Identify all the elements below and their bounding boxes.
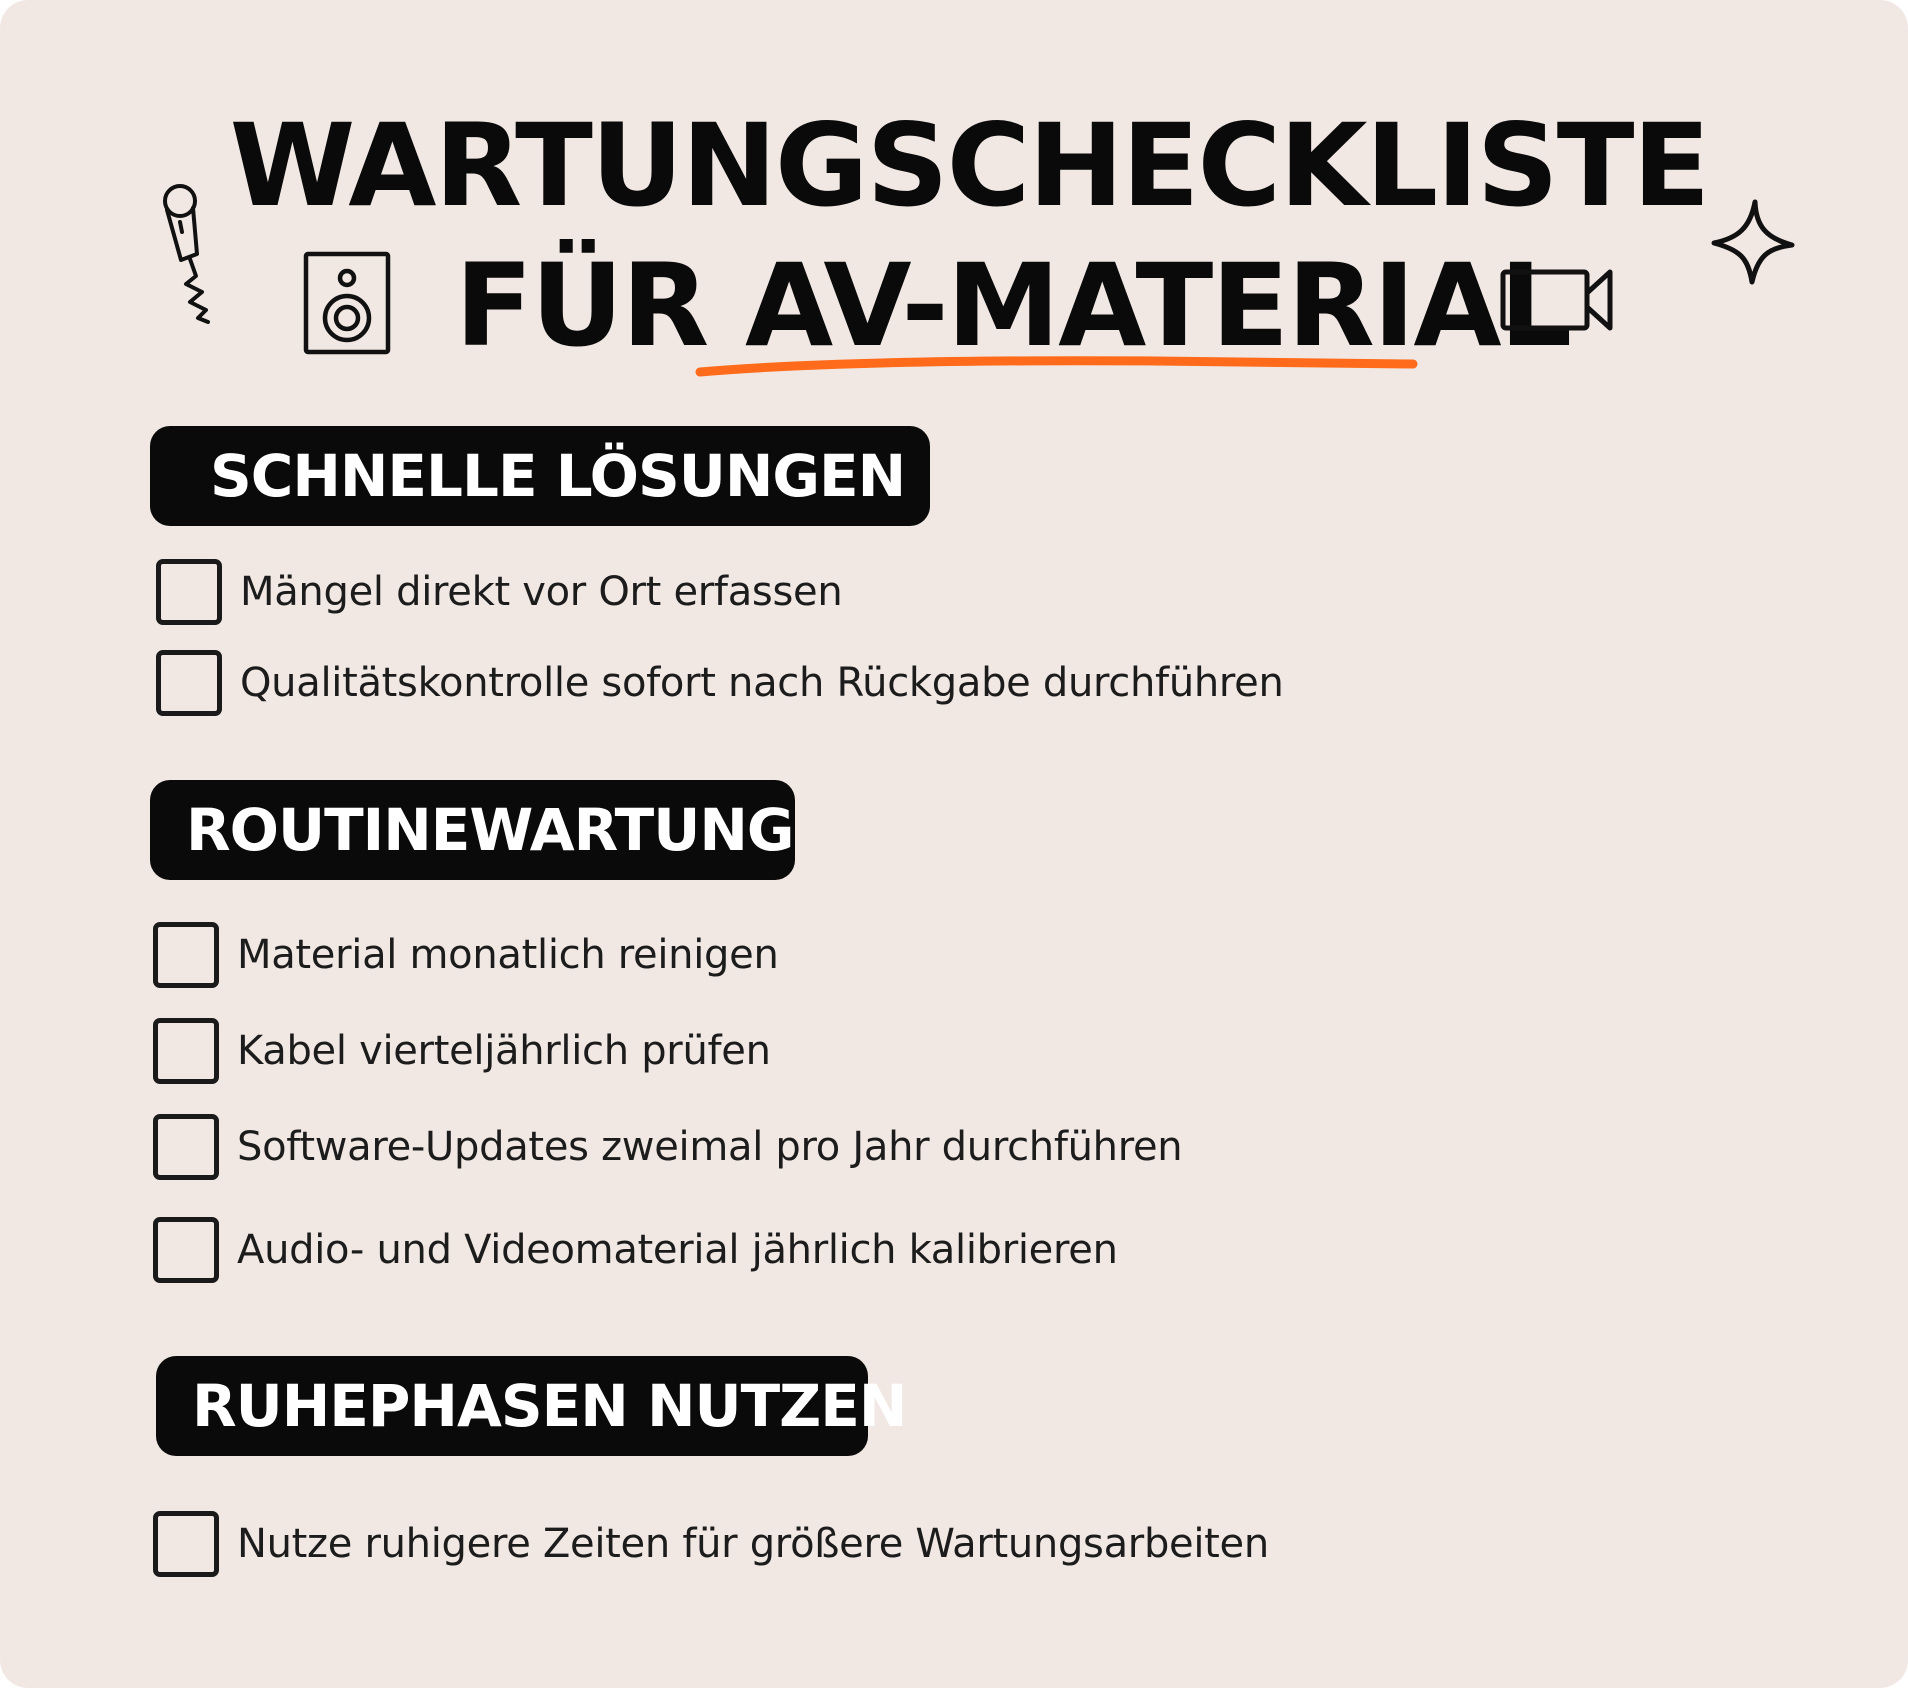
sparkle-icon: [1708, 196, 1798, 286]
checklist-item-label: Software-Updates zweimal pro Jahr durchführen: [237, 1124, 1183, 1170]
checklist-item-label: Audio- und Videomaterial jährlich kalibrieren: [237, 1227, 1118, 1273]
checkbox[interactable]: [153, 1018, 219, 1084]
checklist-item[interactable]: [153, 918, 779, 992]
checklist-item-label: Material monatlich reinigen: [237, 932, 779, 978]
section-heading-routinewartung: ROUTINEWARTUNG: [150, 780, 795, 880]
accent-underline: [695, 350, 1420, 380]
checklist-item[interactable]: [153, 1014, 771, 1088]
page-title-line-1: WARTUNGSCHECKLISTE: [229, 99, 1709, 232]
checklist-item[interactable]: [153, 1110, 1182, 1184]
checklist-item[interactable]: [153, 1213, 1118, 1287]
checklist-item[interactable]: [153, 1507, 1269, 1581]
checklist-item[interactable]: [156, 646, 1284, 720]
checkbox[interactable]: [156, 559, 222, 625]
page-title-prefix: FÜR: [455, 239, 708, 372]
section-heading-ruhephasen-nutzen: RUHEPHASEN NUTZEN: [156, 1356, 868, 1456]
speaker-icon: [302, 250, 392, 356]
checklist-item[interactable]: [156, 555, 842, 629]
checkbox[interactable]: [153, 1114, 219, 1180]
checklist-item-label: Mängel direkt vor Ort erfassen: [240, 569, 843, 615]
checkbox[interactable]: [153, 1511, 219, 1577]
checkbox[interactable]: [153, 922, 219, 988]
checkbox[interactable]: [156, 650, 222, 716]
video-camera-icon: [1500, 265, 1615, 335]
section-heading-schnelle-loesungen: SCHNELLE LÖSUNGEN: [150, 426, 930, 526]
checklist-item-label: Kabel vierteljährlich prüfen: [237, 1028, 771, 1074]
microphone-icon: [150, 180, 220, 330]
checklist-item-label: Qualitätskontrolle sofort nach Rückgabe durchführen: [240, 660, 1284, 706]
page-title-accent-text: AV-MATERIAL: [744, 239, 1571, 372]
checklist-item-label: Nutze ruhigere Zeiten für größere Wartungsarbeiten: [237, 1521, 1269, 1567]
checkbox[interactable]: [153, 1217, 219, 1283]
